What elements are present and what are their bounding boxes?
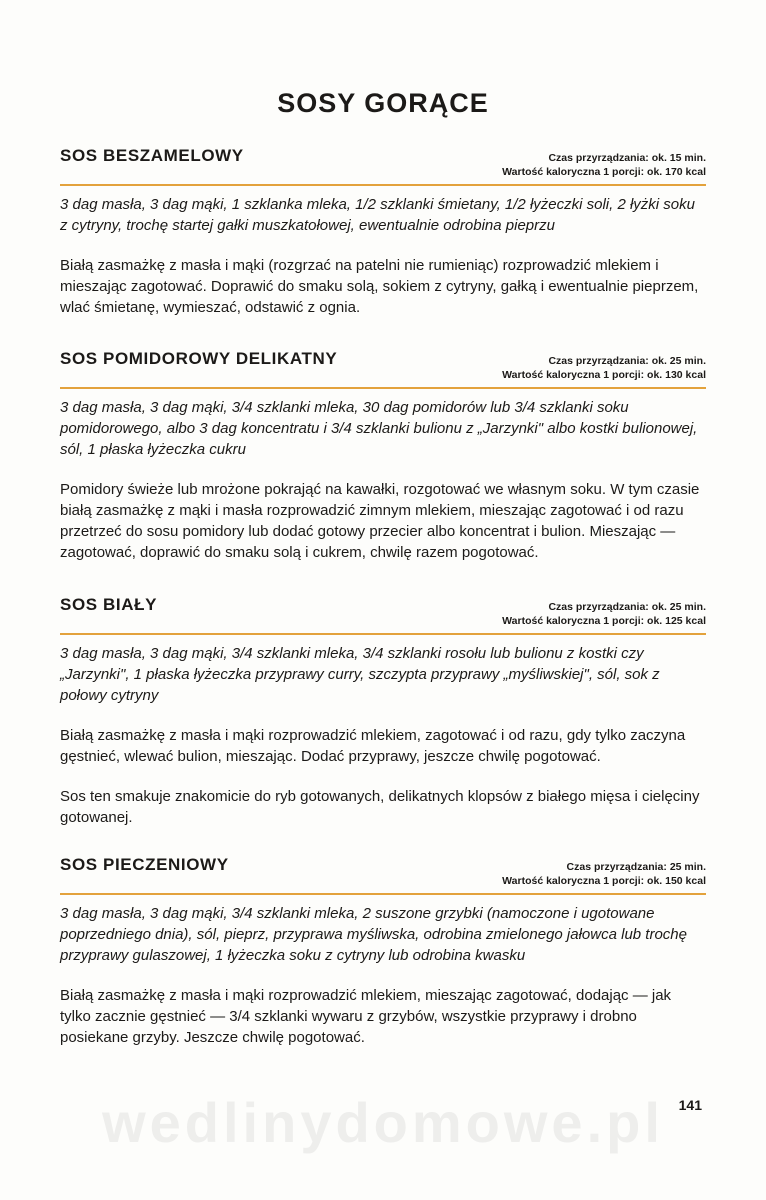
recipe-header <box>60 595 706 633</box>
recipe-header <box>60 349 706 387</box>
divider <box>60 387 706 389</box>
divider <box>60 893 706 895</box>
method-paragraph: Sos ten smakuje znakomicie do ryb gotowanych, delikatnych klopsów z białego mięsa i cielęciny gotowanej. <box>60 788 700 826</box>
prep-time: Czas przyrządzania: 25 min. <box>566 861 706 873</box>
page-title: SOSY GORĄCE <box>277 88 489 118</box>
calories: Wartość kaloryczna 1 porcji: ok. 150 kcal <box>502 875 706 887</box>
method-paragraph: Białą zasmażkę z masła i mąki rozprowadzić mlekiem, zagotować i od razu, gdy tylko zaczyna gęstnieć, wlewać bulion, mieszając. Dodać przyprawy, jeszcze chwilę pogotować. <box>60 727 686 765</box>
recipe-meta <box>502 354 706 382</box>
recipe-sos-beszamelowy <box>60 146 706 318</box>
recipe-header <box>60 855 706 893</box>
method-paragraph: Pomidory świeże lub mrożone pokrająć na kawałki, rozgotować we własnym soku. W tym czasie białą zasmażkę z mąki i masła rozprowadzić zimnym mlekiem, mieszając zagotować i od razu przetrzeć do sosu pomidory lub dodać gotowy przecier albo koncentrat i bulion. Mieszając — zagotować, doprawić do smaku solą i cukrem, chwilę razem pogotować. <box>60 481 700 561</box>
ingredients: 3 dag masła, 3 dag mąki, 1 szklanka mleka, 1/2 szklanki śmietany, 1/2 łyżeczki soli, 2 łyżki soku z cytryny, trochę startej gałki muszkatołowej, ewentualnie odrobina pieprzu <box>60 196 695 234</box>
recipe-title: SOS POMIDOROWY DELIKATNY <box>60 349 338 368</box>
method-paragraph: Białą zasmażkę z masła i mąki rozprowadzić mlekiem, mieszając zagotować, dodając — jak tylko zacznie gęstnieć — 3/4 szklanki wywaru z grzybów, wszystkie przyprawy i drobno posiekane grzyby. Jeszcze chwilę pogotować. <box>60 987 672 1046</box>
prep-time: Czas przyrządzania: ok. 25 min. <box>548 355 706 367</box>
calories: Wartość kaloryczna 1 porcji: ok. 130 kcal <box>502 369 706 381</box>
recipe-title: SOS BIAŁY <box>60 595 158 614</box>
page-number: 141 <box>678 1097 702 1113</box>
recipe-title: SOS PIECZENIOWY <box>60 855 229 874</box>
method-paragraph: Białą zasmażkę z masła i mąki (rozgrzać na patelni nie rumieniąc) rozprowadzić mlekiem i mieszając zagotować. Doprawić do smaku solą, sokiem z cytryny, gałką i ewentualnie pieprzem, wlać śmietanę, wymieszać, odstawić z ognia. <box>60 257 699 316</box>
recipe-meta <box>502 151 706 179</box>
ingredients: 3 dag masła, 3 dag mąki, 3/4 szklanki mleka, 3/4 szklanki rosołu lub bulionu z kostki czy „Jarzynki", 1 płaska łyżeczka przyprawy curry, szczypta przyprawy „myśliwskiej", sól, sok z połowy cytryny <box>60 645 660 704</box>
divider <box>60 633 706 635</box>
recipe-sos-pieczeniowy <box>60 855 706 1048</box>
prep-time: Czas przyrządzania: ok. 15 min. <box>548 152 706 164</box>
recipe-sos-bialy <box>60 595 706 828</box>
recipe-header <box>60 146 706 184</box>
recipe-title: SOS BESZAMELOWY <box>60 146 244 165</box>
calories: Wartość kaloryczna 1 porcji: ok. 125 kcal <box>502 615 706 627</box>
recipe-meta <box>502 600 706 628</box>
prep-time: Czas przyrządzania: ok. 25 min. <box>548 601 706 613</box>
recipe-sos-pomidorowy-delikatny <box>60 349 706 563</box>
recipe-meta <box>502 860 706 888</box>
ingredients: 3 dag masła, 3 dag mąki, 3/4 szklanki mleka, 30 dag pomidorów lub 3/4 szklanki soku pomidorowego, albo 3 dag koncentratu i 3/4 szklanki bulionu z „Jarzynki" albo kostki bulionowej, sól, 1 płaska łyżeczka cukru <box>60 399 698 458</box>
ingredients: 3 dag masła, 3 dag mąki, 3/4 szklanki mleka, 2 suszone grzybki (namoczone i ugotowane poprzedniego dnia), sól, pieprz, przyprawa myśliwska, odrobina zmielonego jałowca lub trochę przyprawy gulaszowej, 1 łyżeczka soku z cytryny lub odrobina kwasku <box>60 905 687 964</box>
calories: Wartość kaloryczna 1 porcji: ok. 170 kcal <box>502 166 706 178</box>
watermark: wedlinydomowe.pl <box>102 1091 664 1154</box>
divider <box>60 184 706 186</box>
